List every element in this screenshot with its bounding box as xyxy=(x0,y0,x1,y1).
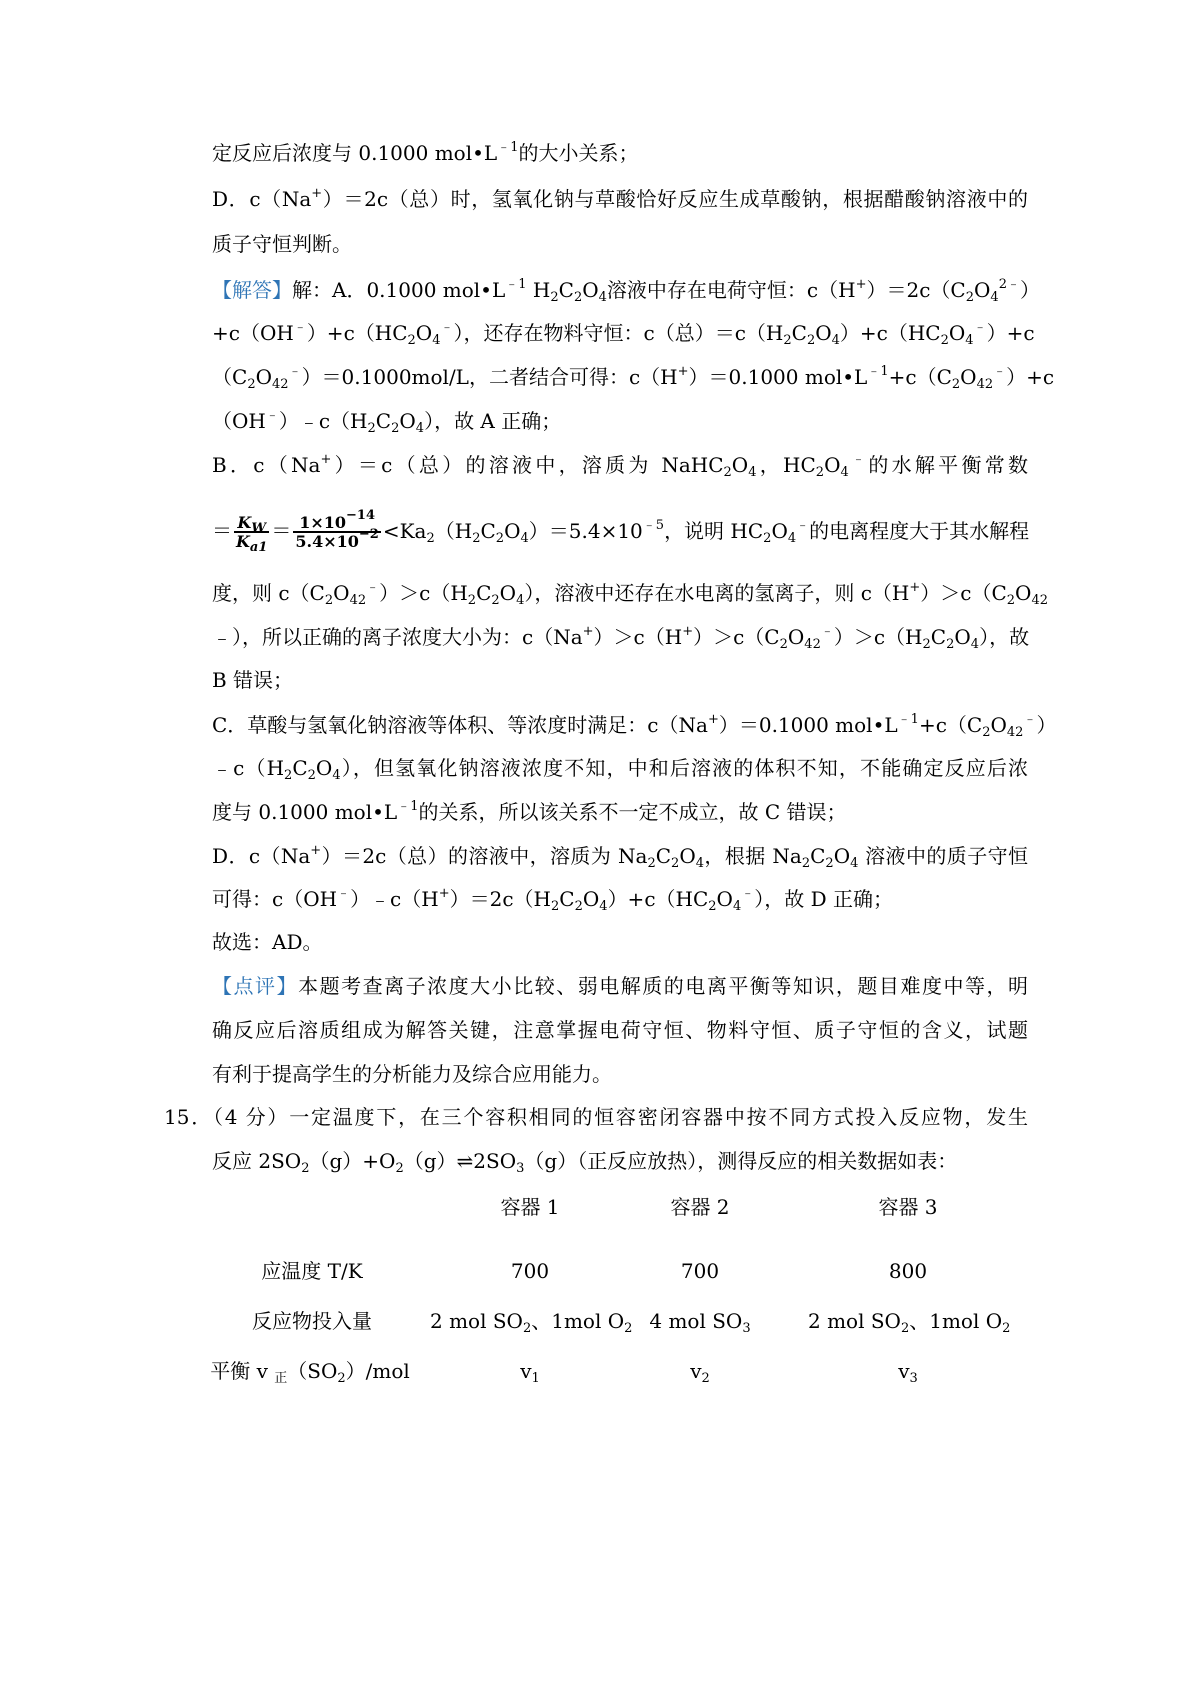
intro-line-2: D．c（Na+）＝2c（总）时，氢氧化钠与草酸恰好反应生成草酸钠，根据醋酸钠溶液中的 xyxy=(212,186,1028,211)
table-row-label: 应温度 T/K xyxy=(261,1259,363,1283)
answer-tag: 【解答】 xyxy=(212,278,292,302)
answer-line-4: $(OH^﹣)﹣c(H_2C_2O_4)$，故 A 正确； xyxy=(212,408,562,436)
table-cell: 2 mol $SO_2$、1mol $O_2$ xyxy=(808,1309,1011,1336)
comment-line-3: 有利于提高学生的分析能力及综合应用能力。 xyxy=(212,1062,612,1086)
answer-c-line-2: $﹣c(H_2C_2O_4)$，但氢氧化钠溶液浓度不知，中和后溶液的体积不知，不能确定反应后浓 xyxy=(212,756,1028,783)
table-cell: 700 xyxy=(510,1259,550,1283)
answer-b-line-1: B．c（Na+）＝c（总）的溶液中，溶质为 $NaHC_2O_4$，$HC_2O_4^﹣$的水解平衡常数 xyxy=(212,452,1028,480)
table-row-label: 平衡 v $_正(SO_2)$/mol xyxy=(210,1359,410,1386)
comment-line-1: 【点评】本题考查离子浓度大小比较、弱电解质的电离平衡等知识，题目难度中等，明 xyxy=(212,974,1029,998)
comment-tag: 【点评】 xyxy=(212,974,299,998)
answer-b-line-2: ＝ $\frac{K_W}{K_{a1}}$ ＝ $\frac{1\times 10^{-14}}{5.4\times 10^{-2}}$ $<Ka_2(H_2C_2O_4)=5.4\times 10^{﹣5}$，说明 $HC_2O_4^﹣$的电离程度大于其水解程 xyxy=(212,508,1030,555)
table-header-cell: 容器 3 xyxy=(878,1195,938,1219)
answer-b-line-3: 度，则 $c(C_2O_{42}^﹣)>c(H_2C_2O_4)$，溶液中还存在水电离的氢离子，则 $c(H^+)>c(C_2O_{42}$ xyxy=(212,580,1048,608)
numeric-fraction: $\frac{1\times 10^{-14}}{5.4\times 10^{-2}}$ xyxy=(295,508,379,551)
answer-line-2: $+c(OH^﹣)+c(HC_2O_4^﹣)$，还存在物料守恒：c（总）$=c(H_2C_2O_4)+c(HC_2O_4^﹣)+c$ xyxy=(212,320,1035,348)
table-row-label: 反应物投入量 xyxy=(252,1309,372,1333)
table-header-cell: 容器 1 xyxy=(500,1195,560,1219)
answer-c-line-1: C．草酸与氢氧化钠溶液等体积、等浓度时满足：c（Na+）＝0.1000 $mol•L^{﹣1}+c(C_2O_{42}^﹣)$ xyxy=(212,712,1057,740)
intro-line-3: 质子守恒判断。 xyxy=(212,232,352,256)
answer-line-1: 【解答】解：A．0.1000 $mol•L^{﹣1}$ $H_2C_2O_4$溶液中存在电荷守恒：$c(H^+)=2c(C_2O_4^{2﹣})$ xyxy=(212,277,1040,305)
answer-d-line-1: D．c（Na+）＝2c（总）的溶液中，溶质为 $Na_2C_2O_4$，根据 $Na_2C_2O_4$ 溶液中的质子守恒 xyxy=(212,843,1029,871)
table-cell: $v_3$ xyxy=(898,1359,918,1386)
question-15-line-1: 15．（4 分）一定温度下，在三个容积相同的恒容密闭容器中按不同方式投入反应物，发生 xyxy=(164,1105,1028,1129)
answer-b-line-4: ﹣），所以正确的离子浓度大小为：$c(Na^+)>c(H^+)>c(C_2O_{42}^﹣)>c(H_2C_2O_4)$，故 xyxy=(212,624,1030,652)
intro-line-1: 定反应后浓度与 0.1000 $mol•L^{﹣1}$的大小关系； xyxy=(212,140,639,165)
comment-line-2: 确反应后溶质组成为解答关键，注意掌握电荷守恒、物料守恒、质子守恒的含义，试题 xyxy=(212,1018,1028,1042)
table-cell: 700 xyxy=(680,1259,720,1283)
question-15-line-2: 反应 $2SO_2(g)+O_2(g)\rightleftharpoons 2SO_3(g)$（正反应放热），测得反应的相关数据如表： xyxy=(212,1149,958,1176)
table-cell: $v_1$ xyxy=(520,1359,540,1386)
table-cell: 2 mol $SO_2$、1mol $O_2$ xyxy=(430,1309,633,1336)
table-cell: $v_2$ xyxy=(690,1359,710,1386)
table-cell: 4 mol $SO_3$ xyxy=(649,1309,751,1336)
table-cell: 800 xyxy=(888,1259,928,1283)
answer-choice: 故选：AD。 xyxy=(212,930,323,954)
answer-c-line-3: 度与 0.1000 $mol•L^{﹣1}$的关系，所以该关系不一定不成立，故 C 错误； xyxy=(212,799,847,824)
answer-b-line-5: B 错误； xyxy=(212,668,294,692)
kw-over-ka-fraction: $\frac{K_W}{K_{a1}}$ xyxy=(236,513,268,555)
table-header-cell: 容器 2 xyxy=(670,1195,730,1219)
answer-line-3: $(C_2O_{42}^﹣)=0.1000mol/L$，二者结合可得：c（H+）＝0.1000 $mol•L^{﹣1}+c(C_2O_{42}^﹣)+c$ xyxy=(212,364,1055,392)
answer-d-line-2: 可得：$c(OH^﹣)﹣c(H^+)=2c(H_2C_2O_4)+c(HC_2O_4^﹣)$，故 D 正确； xyxy=(212,886,893,914)
